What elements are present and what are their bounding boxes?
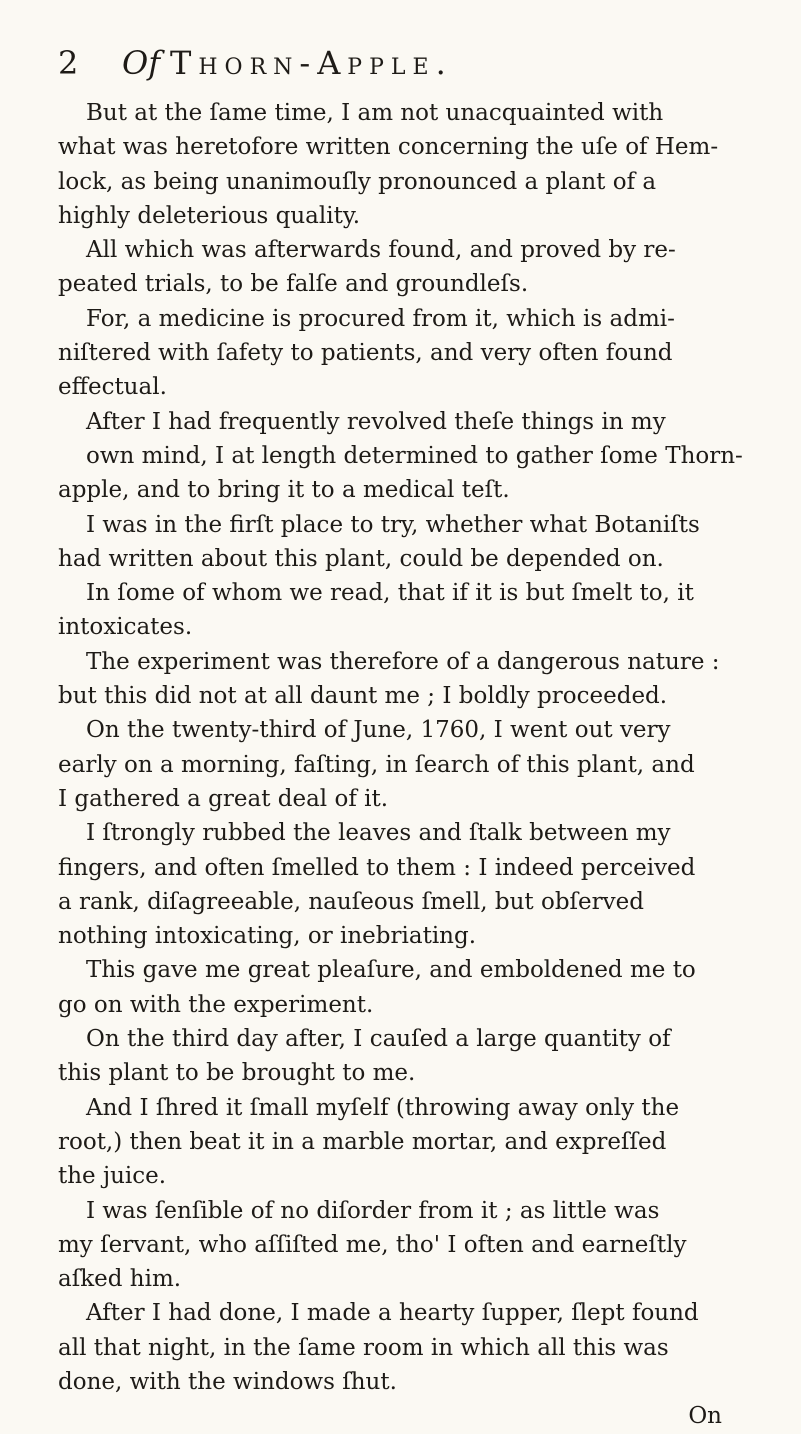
text-line: what was heretofore written concerning the uſe of Hem-	[58, 134, 719, 161]
text-line: For, a medicine is procured from it, which is admi-	[86, 305, 675, 332]
text-line: root,) then beat it in a marble mortar, and expreſſed	[58, 1128, 667, 1155]
text-line: The experiment was therefore of a dangerous nature :	[86, 648, 720, 675]
text-line: peated trials, to be falſe and groundleſs.	[58, 271, 529, 298]
text-line: All which was afterwards found, and proved by re-	[86, 237, 676, 264]
text-line: In ſome of whom we read, that if it is but ſmelt to, it	[86, 580, 694, 607]
text-line: but this did not at all daunt me ; I boldly proceeded.	[58, 683, 668, 710]
text-line: aſked him.	[58, 1266, 182, 1293]
text-line: This gave me great pleaſure, and emboldened me to	[86, 957, 696, 984]
text-line: highly deleterious quality.	[58, 202, 361, 229]
text-line: I was ſenſible of no diſorder from it ; as little was	[86, 1197, 660, 1224]
text-line: intoxicates.	[58, 614, 193, 641]
text-line: had written about this plant, could be depended on.	[58, 545, 664, 572]
text-line: the juice.	[58, 1163, 167, 1190]
page-number: 2	[58, 44, 85, 82]
text-line: On the twenty-third of June, 1760, I went out very	[86, 717, 671, 744]
text-line: lock, as being unanimouſly pronounced a plant of a	[58, 168, 657, 195]
text-line: After I had done, I made a hearty ſupper, ſlept found	[86, 1300, 699, 1327]
text-line: a rank, diſagreeable, nauſeous ſmell, but obſerved	[58, 888, 644, 915]
page-body	[58, 96, 766, 1434]
text-line: own mind, I at length determined to gather ſome Thorn-	[86, 442, 743, 469]
text-line: all that night, in the ſame room in which all this was	[58, 1334, 669, 1361]
text-line: I ſtrongly rubbed the leaves and ſtalk between my	[86, 820, 671, 847]
text-line: But at the ſame time, I am not unacquainted with	[86, 100, 664, 126]
text-line: And I ſhred it ſmall myſelf (throwing away only the	[86, 1094, 680, 1121]
text-line: effectual.	[58, 374, 167, 401]
text-line: early on a morning, faſting, in ſearch of this plant, and	[58, 751, 695, 778]
text-line: this plant to be brought to me.	[58, 1060, 416, 1087]
text-line: I was in the firſt place to try, whether what Botaniſts	[86, 511, 700, 538]
catchword: On	[688, 1403, 722, 1430]
text-line: nothing intoxicating, or inebriating.	[58, 923, 477, 950]
text-line: I gathered a great deal of it.	[58, 785, 389, 812]
running-header	[58, 44, 758, 90]
text-line: niſtered with ſafety to patients, and very often found	[58, 340, 673, 367]
text-line: done, with the windows ſhut.	[58, 1368, 397, 1395]
text-line: apple, and to bring it to a medical teſt.	[58, 477, 510, 504]
header-of: Of	[122, 44, 161, 82]
header-title: Thorn-Apple.	[170, 44, 453, 82]
text-line: After I had frequently revolved theſe things in my	[86, 408, 666, 435]
text-line: go on with the experiment.	[58, 991, 374, 1018]
text-line: On the third day after, I cauſed a large quantity of	[86, 1026, 671, 1053]
text-line: fingers, and often ſmelled to them : I indeed perceived	[58, 854, 696, 881]
text-line: my ſervant, who aſſiſted me, tho' I often and earneſtly	[58, 1231, 687, 1258]
